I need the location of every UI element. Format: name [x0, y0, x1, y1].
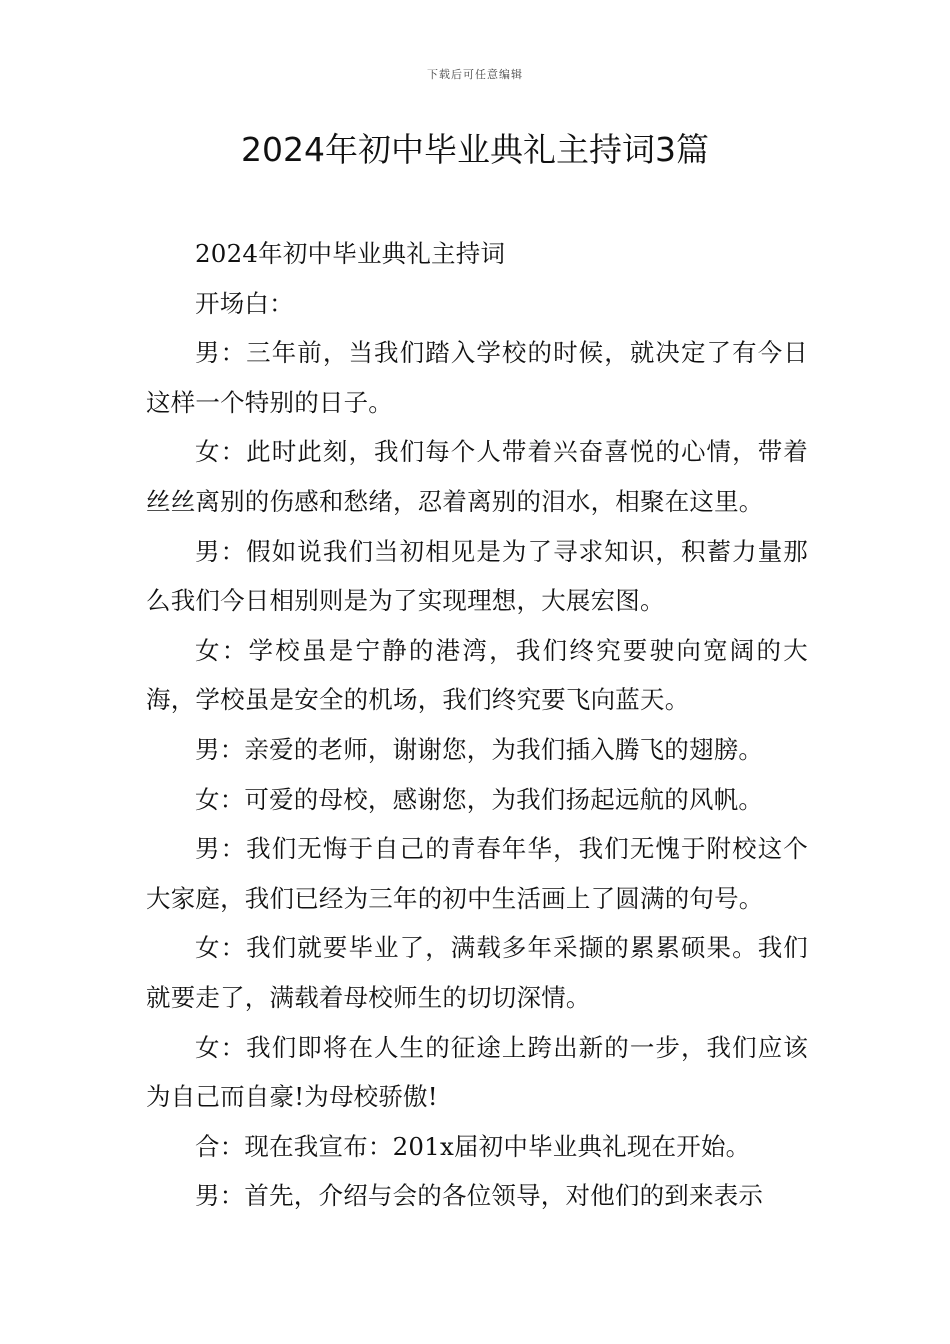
paragraph: 男：三年前，当我们踏入学校的时候，就决定了有今日这样一个特别的日子。 — [146, 338, 808, 417]
paragraph: 女：学校虽是宁静的港湾，我们终究要驶向宽阔的大海，学校虽是安全的机场，我们终究要飞向蓝天。 — [146, 635, 808, 715]
paragraph-opening: 开场白： — [195, 288, 294, 318]
paragraph: 男：亲爱的老师，谢谢您，为我们插入腾飞的翅膀。 — [195, 734, 764, 764]
document-title: 2024年初中毕业典礼主持词3篇 — [241, 130, 709, 169]
paragraph-subtitle: 2024年初中毕业典礼主持词 — [195, 239, 506, 268]
paragraph: 男：假如说我们当初相见是为了寻求知识，积蓄力量那么我们今日相别则是为了实现理想，大展宏图。 — [146, 536, 808, 616]
paragraph: 合：现在我宣布：201x届初中毕业典礼现在开始。 — [195, 1131, 751, 1161]
paragraph: 女：我们即将在人生的征途上跨出新的一步，我们应该为自己而自豪!为母校骄傲! — [146, 1032, 808, 1112]
paragraph: 男：首先，介绍与会的各位领导，对他们的到来表示 — [195, 1181, 764, 1211]
paragraph: 女：可爱的母校，感谢您，为我们扬起远航的风帆。 — [195, 784, 764, 814]
paragraph: 女：此时此刻，我们每个人带着兴奋喜悦的心情，带着丝丝离别的伤感和愁绪，忍着离别的泪水，相聚在这里。 — [146, 437, 808, 516]
header-note: 下载后可任意编辑 — [427, 68, 523, 81]
paragraph: 男：我们无悔于自己的青春年华，我们无愧于附校这个大家庭，我们已经为三年的初中生活画上了圆满的句号。 — [146, 834, 808, 913]
paragraph: 女：我们就要毕业了，满载多年采撷的累累硕果。我们就要走了，满载着母校师生的切切深情。 — [146, 933, 808, 1012]
document-body — [146, 229, 808, 1221]
